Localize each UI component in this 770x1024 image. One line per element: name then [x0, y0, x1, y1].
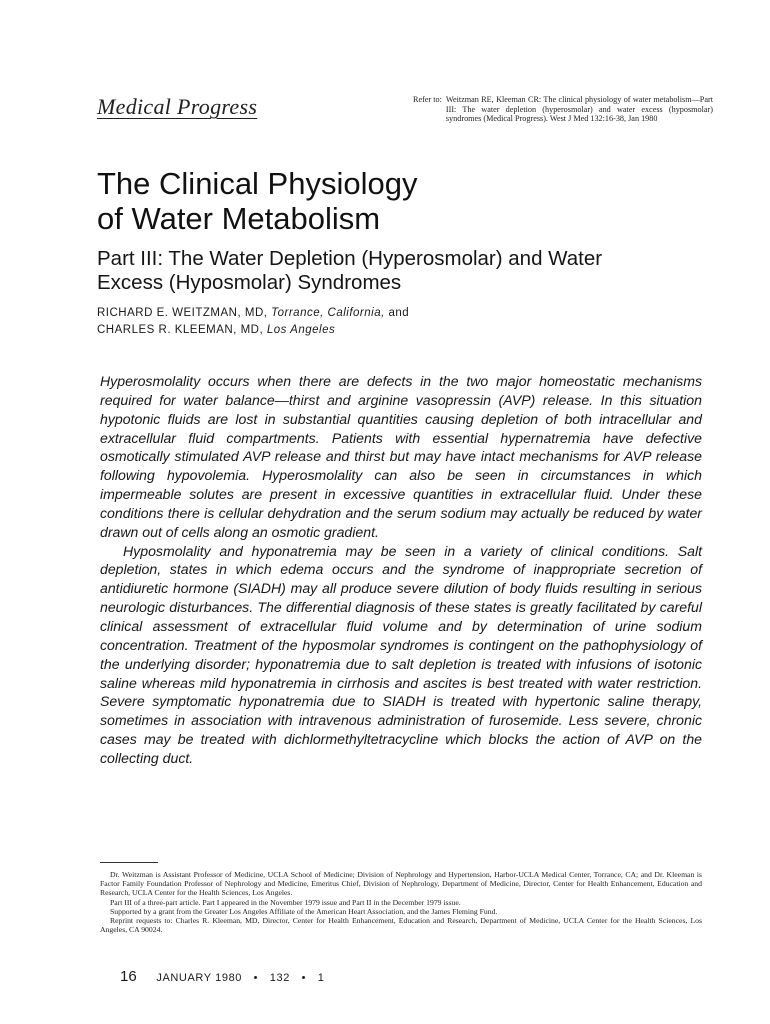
subtitle-line-1: Part III: The Water Depletion (Hyperosmolar) and Water [97, 247, 603, 270]
author-line [97, 322, 597, 339]
volume-number: 132 [269, 972, 290, 984]
footnote: Reprint requests to: Charles R. Kleeman, MD, Director, Center for Health Enhancement, Education and Research, Department of Medicine, UCLA Center for the Health Sciences, Los Angeles, CA 90024. [100, 916, 702, 935]
author-list [97, 305, 597, 339]
section-label: Medical Progress [97, 94, 258, 119]
author-name: CHARLES R. KLEEMAN, MD, [97, 324, 264, 336]
article-title [97, 166, 657, 236]
abstract-paragraph: Hyposmolality and hyponatremia may be seen in a variety of clinical conditions. Salt depletion, states in which edema occurs and the syndrome of inappropriate secretion of antidiuretic hormone (SIADH) may all produce severe dilution of body fluids resulting in serious neurologic disturbances. The differential diagnosis of these states is greatly facilitated by careful clinical assessment of extracellular fluid volume and by determination of urine sodium concentration. Treatment of the hyposmolar syndromes is contingent on the pathophysiology of the underlying disorder; hyponatremia due to salt depletion is treated with infusions of isotonic saline whereas mild hyponatremia in cirrhosis and ascites is best treated with water restriction. Severe symptomatic hyponatremia due to SIADH is treated with hypertonic saline therapy, sometimes in association with intravenous administration of furosemide. Less severe, chronic cases may be treated with dichlormethyltetracycline which blocks the action of AVP on the collecting duct. [100, 542, 702, 766]
footnote: Dr. Weitzman is Assistant Professor of Medicine, UCLA School of Medicine; Division of Nephrology and Hypertension, Harbor-UCLA Medical Center, Torrance, CA; and Dr. Kleeman is Factor Family Foundation Professor of Nephrology and Medicine, Emeritus Chief, Division of Nephrology, Department of Medicine, Director, Center for Health Enhancement, Education and Research, UCLA Center for the Health Sciences, Los Angeles. [100, 870, 702, 898]
separator: • [301, 972, 307, 984]
footnotes [100, 870, 702, 934]
title-line-1: The Clinical Physiology [97, 166, 418, 201]
abstract [100, 372, 702, 768]
issue-date: JANUARY 1980 [156, 972, 243, 984]
subtitle-line-2: Excess (Hyposmolar) Syndromes [97, 271, 402, 294]
author-location: Torrance, California, [271, 307, 385, 319]
citation-reference [413, 95, 713, 124]
issue-number: 1 [317, 972, 325, 984]
author-location: Los Angeles [266, 324, 336, 336]
footnote-divider [100, 862, 158, 863]
author-name: RICHARD E. WEITZMAN, MD, [97, 307, 268, 319]
author-conjunction: and [388, 307, 410, 319]
article-subtitle [97, 247, 717, 295]
title-line-2: of Water Metabolism [97, 201, 381, 236]
separator: • [253, 972, 259, 984]
abstract-paragraph: Hyperosmolality occurs when there are defects in the two major homeostatic mechanisms required for water balance—thirst and arginine vasopressin (AVP) release. In this situation hypotonic fluids are lost in substantial quantities causing depletion of both intracellular and extracellular fluid compartments. Patients with essential hypernatremia have defective osmotically stimulated AVP release and thirst but may have intact mechanisms for AVP release following hypovolemia. Hyperosmolality can also be seen in circumstances in which impermeable solutes are present in excessive quantities in extracellular fluid. Under these conditions there is cellular dehydration and the serum sodium may actually be reduced by water drawn out of cells along an osmotic gradient. [100, 373, 702, 540]
footnote: Part III of a three-part article. Part I appeared in the November 1979 issue and Part II in the December 1979 issue. [110, 897, 461, 907]
citation-text: Weitzman RE, Kleeman CR: The clinical physiology of water metabolism—Part III: The water depletion (hyperosmolar) and water excess (hyposmolar) syndromes (Medical Progress). West J Med 132:16-38, Jan 1980 [445, 95, 713, 124]
page-footer [120, 968, 324, 985]
page-number: 16 [120, 968, 137, 985]
footnote: Supported by a grant from the Greater Los Angeles Affiliate of the American Heart Association, and the James Fleming Fund. [110, 906, 498, 916]
citation-label: Refer to: [413, 95, 442, 104]
author-line [97, 305, 597, 322]
